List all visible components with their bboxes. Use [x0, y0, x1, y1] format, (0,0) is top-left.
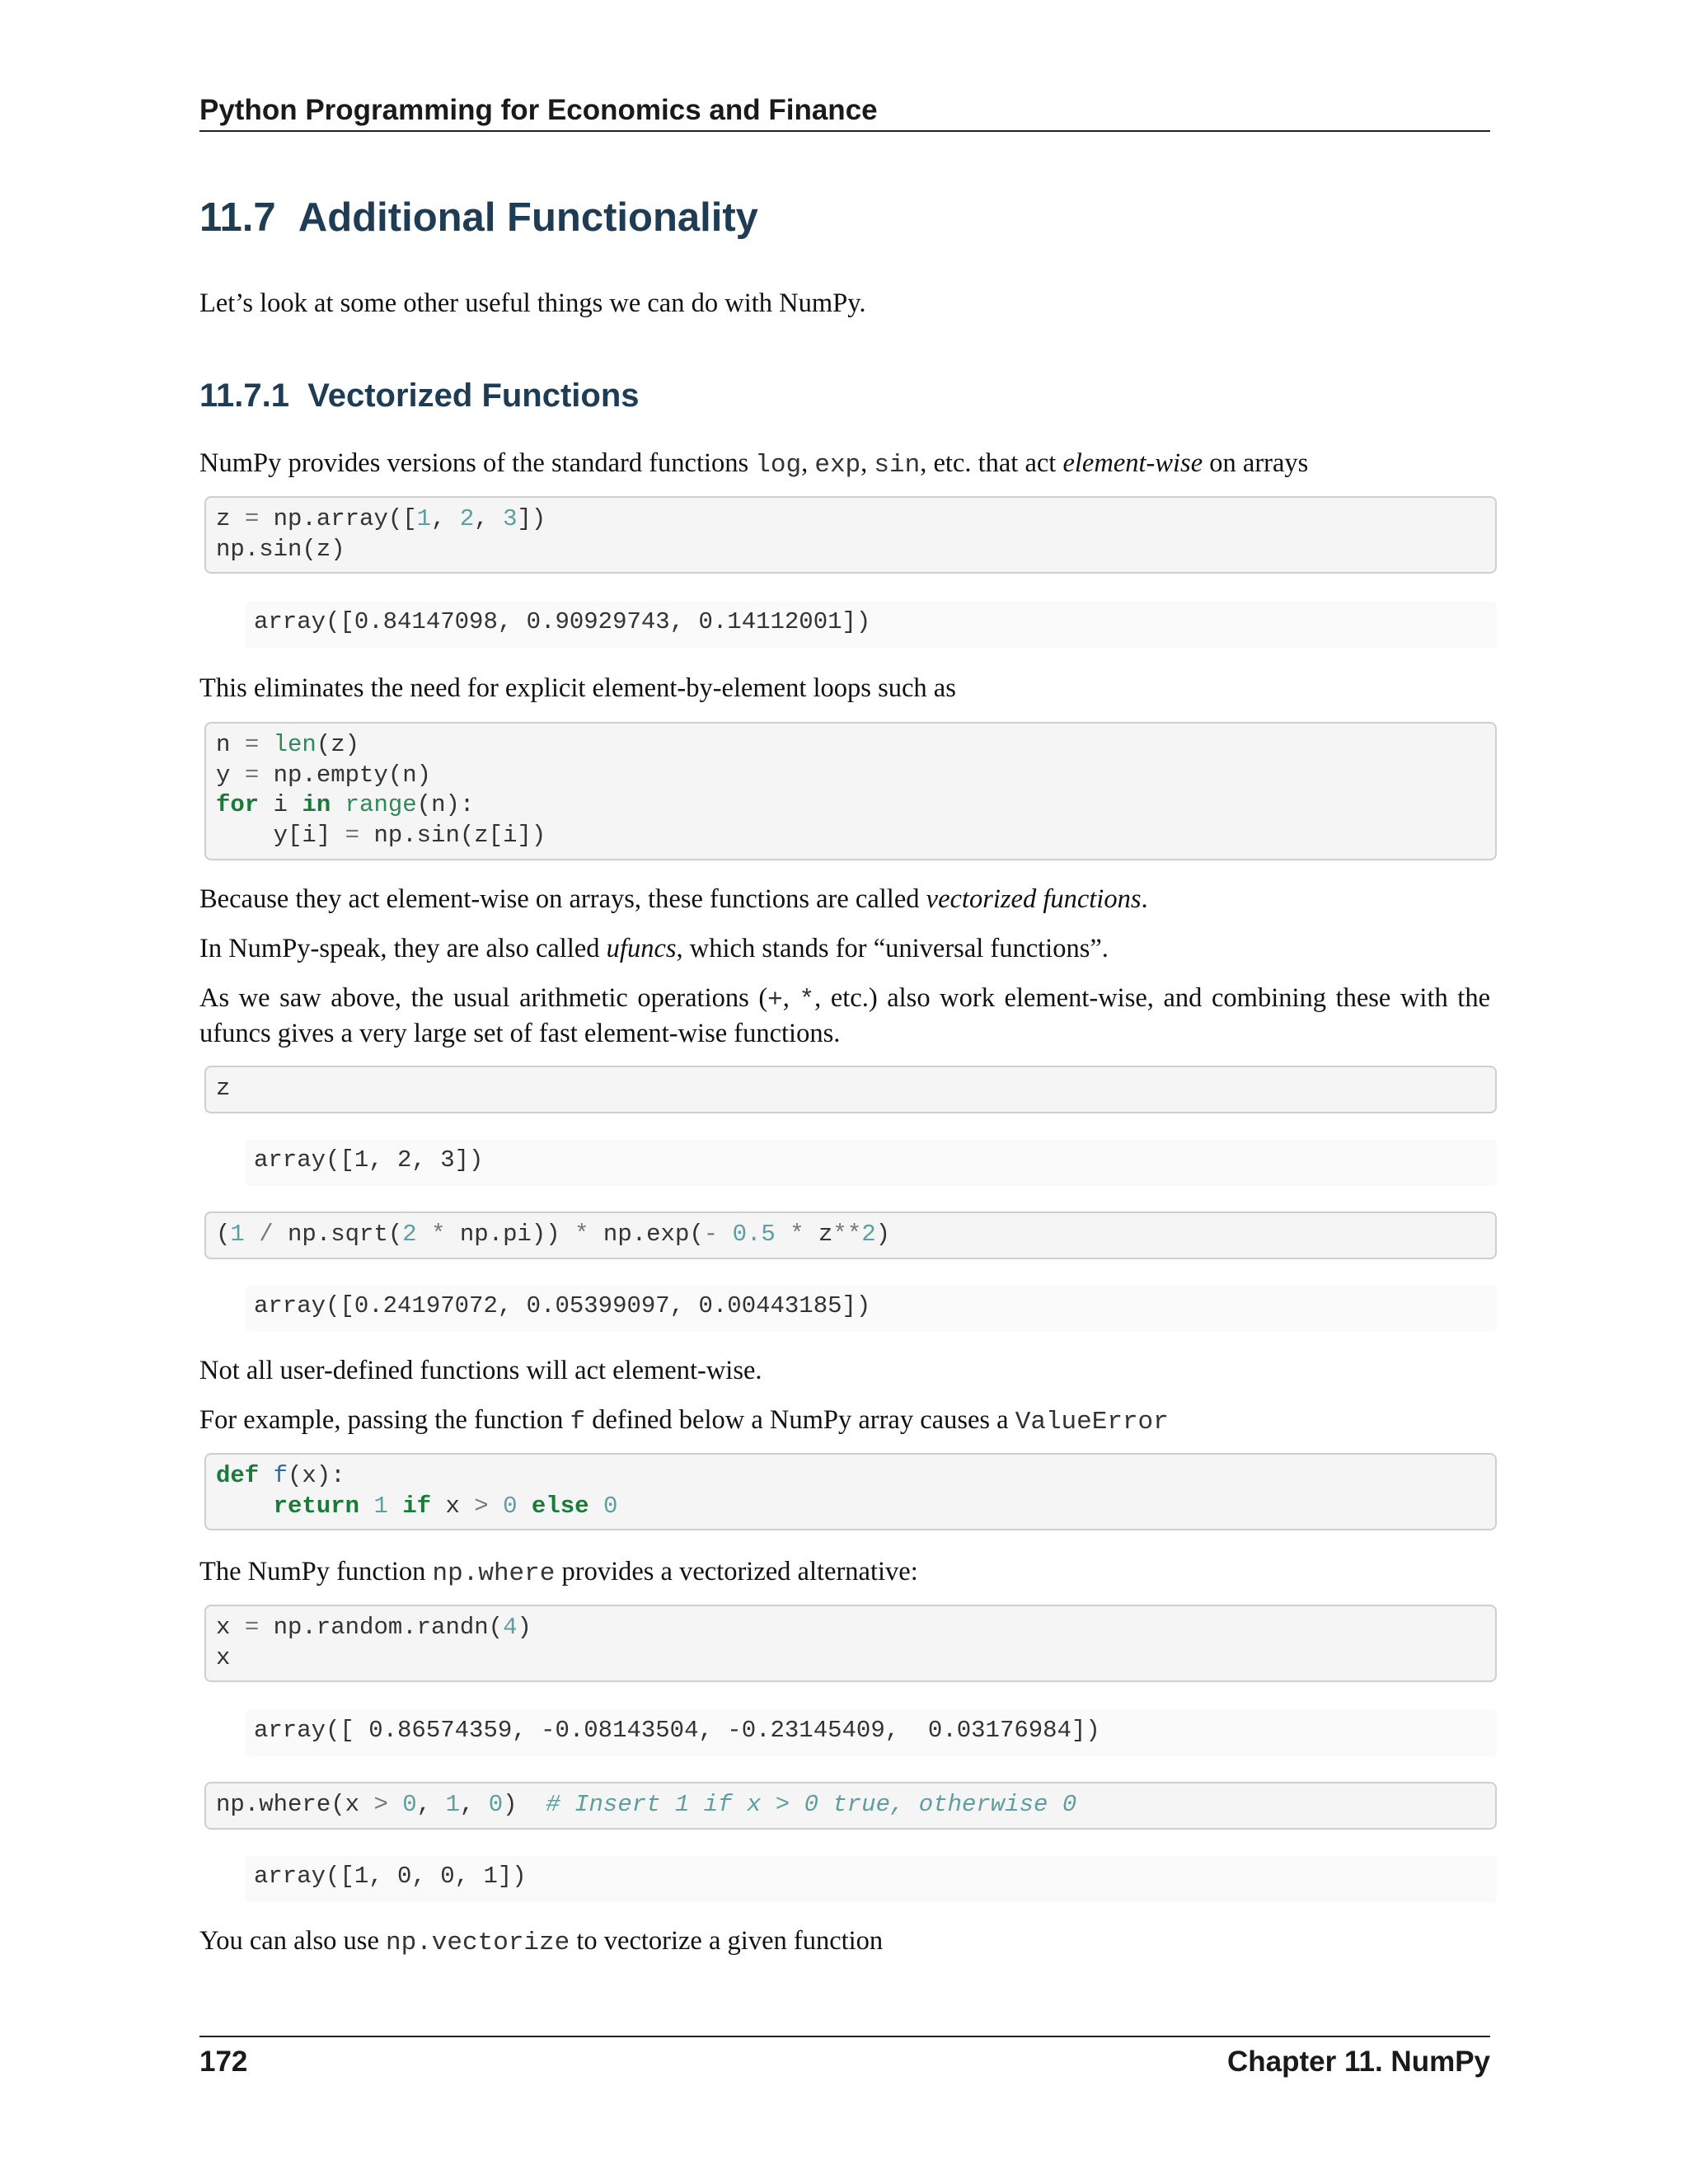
- code-line: z: [216, 1075, 231, 1102]
- code-line: y = np.empty(n): [216, 761, 432, 789]
- emphasis-element-wise: element-wise: [1062, 448, 1203, 478]
- inline-code-log: log: [755, 451, 802, 480]
- output-cell-np-sin: [246, 602, 1497, 648]
- paragraph-value-error: For example, passing the function f defined below a NumPy array causes a ValueError: [199, 1405, 1169, 1436]
- inline-code-f: f: [570, 1408, 586, 1436]
- code-line: y[i] = np.sin(z[i]): [216, 821, 546, 849]
- paragraph-vectorized-functions: Because they act element-wise on arrays, these functions are called vectorized functions.: [199, 884, 1148, 914]
- output-cell-randn: [246, 1710, 1497, 1756]
- code-line: np.where(x > 0, 1, 0) # Insert 1 if x > 0 true, otherwise 0: [216, 1791, 1077, 1818]
- paragraph-arithmetic: As we saw above, the usual arithmetic operations (+, *, etc.) also work element-wise, and combining these with the ufuncs gives a very large set of fast element-wise functions.: [199, 983, 1491, 1048]
- subsection-heading: [199, 377, 640, 415]
- inline-code-exp: exp: [814, 451, 861, 480]
- paragraph-np-where: The NumPy function np.where provides a vectorized alternative:: [199, 1557, 918, 1588]
- section-number: 11.7: [199, 195, 276, 240]
- header-rule: [199, 130, 1490, 132]
- paragraph-standard-functions: NumPy provides versions of the standard functions log, exp, sin, etc. that act element-wise on arrays: [199, 448, 1309, 480]
- output-cell-np-where: [246, 1856, 1497, 1902]
- output-line: array([0.24197072, 0.05399097, 0.00443185]): [254, 1292, 871, 1319]
- code-cell-gaussian[interactable]: [204, 1212, 1497, 1259]
- section-heading: [199, 194, 758, 241]
- inline-code-valueerror: ValueError: [1015, 1408, 1169, 1436]
- code-line: n = len(z): [216, 731, 360, 758]
- code-line: for i in range(n):: [216, 791, 475, 818]
- inline-code-np-where: np.where: [432, 1559, 556, 1588]
- code-cell-z[interactable]: [204, 1066, 1497, 1113]
- paragraph-ufuncs: In NumPy-speak, they are also called ufuncs, which stands for “universal functions”.: [199, 934, 1109, 963]
- code-line: return 1 if x > 0 else 0: [273, 1492, 618, 1520]
- code-cell-np-sin[interactable]: [204, 496, 1497, 574]
- inline-code-plus: +: [767, 986, 783, 1015]
- emphasis-vectorized-functions: vectorized functions: [926, 884, 1142, 914]
- inline-code-sin: sin: [874, 451, 921, 480]
- code-cell-np-where[interactable]: [204, 1782, 1497, 1830]
- paragraph-np-vectorize: You can also use np.vectorize to vectorize a given function: [199, 1926, 884, 1957]
- code-line: (1 / np.sqrt(2 * np.pi)) * np.exp(- 0.5 * z**2): [216, 1221, 891, 1248]
- output-cell-z: [246, 1140, 1497, 1186]
- code-line: def f(x):: [216, 1462, 345, 1489]
- paragraph-not-all: Not all user-defined functions will act element-wise.: [199, 1356, 762, 1385]
- output-line: array([ 0.86574359, -0.08143504, -0.23145409, 0.03176984]): [254, 1717, 1100, 1744]
- section-title: Additional Functionality: [298, 195, 758, 240]
- inline-code-np-vectorize: np.vectorize: [386, 1929, 570, 1957]
- inline-code-star: *: [799, 986, 815, 1015]
- intro-paragraph: Let’s look at some other useful things we can do with NumPy.: [199, 288, 866, 318]
- code-line: z = np.array([1, 2, 3]): [216, 505, 546, 532]
- output-line: array([0.84147098, 0.90929743, 0.14112001]): [254, 608, 871, 635]
- subsection-number: 11.7.1: [199, 377, 290, 414]
- footer-rule: [199, 2036, 1490, 2037]
- paragraph-loops: This eliminates the need for explicit element-by-element loops such as: [199, 673, 956, 703]
- code-cell-randn[interactable]: [204, 1605, 1497, 1682]
- code-comment: # Insert 1 if x > 0 true, otherwise 0: [546, 1791, 1077, 1818]
- page-number: 172: [199, 2046, 248, 2078]
- subsection-title: Vectorized Functions: [307, 377, 640, 414]
- code-cell-def-f[interactable]: [204, 1453, 1497, 1530]
- output-line: array([1, 2, 3]): [254, 1146, 484, 1174]
- emphasis-ufuncs: ufuncs: [606, 934, 677, 963]
- running-header: Python Programming for Economics and Finance: [199, 94, 878, 126]
- code-line: x = np.random.randn(4): [216, 1614, 532, 1641]
- code-line: x: [216, 1643, 231, 1671]
- output-line: array([1, 0, 0, 1]): [254, 1863, 527, 1890]
- code-line: np.sin(z): [216, 535, 345, 563]
- chapter-footer: Chapter 11. NumPy: [1227, 2046, 1490, 2078]
- code-cell-loop[interactable]: [204, 722, 1497, 860]
- output-cell-gaussian: [246, 1286, 1497, 1332]
